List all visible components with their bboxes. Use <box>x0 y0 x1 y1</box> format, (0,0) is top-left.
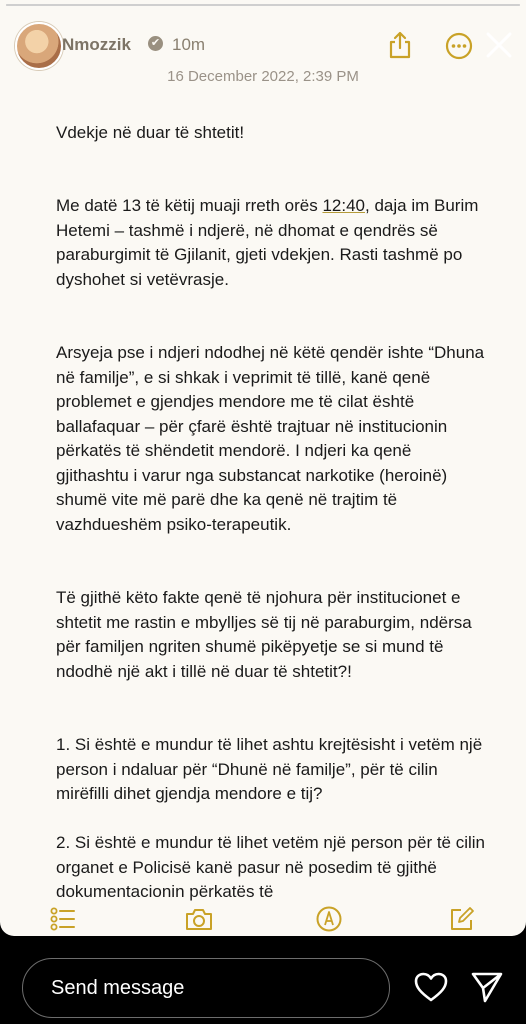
note-text: , daja im Burim Hetemi – tashmë i ndjerë, në dhomat e qendrës së paraburgimit të Gjilanit, gjeti vdekjen. Rasti tashmë po dyshohet si vetëvrasje. <box>56 196 479 289</box>
note-paragraph: Të gjithë këto fakte qenë të njohura për institucionet e shtetit me rastin e mbylljes së tij në paraburgim, ndërsa për familjen ngriten shumë pikëpyetje se si mund të ndodhë një akt i tillë në duar të shtetit?! <box>56 588 472 681</box>
note-body <box>56 96 488 904</box>
more-icon[interactable] <box>445 32 473 60</box>
story-progress-bar <box>6 4 520 6</box>
verified-badge-icon: ✔ <box>148 36 163 51</box>
avatar[interactable] <box>15 22 63 70</box>
markup-pen-icon[interactable] <box>316 906 342 932</box>
note-date: 16 December 2022, 2:39 PM <box>167 68 359 85</box>
story-progress-fill <box>6 4 520 6</box>
send-message-input[interactable] <box>22 958 390 1018</box>
note-question: 2. Si është e mundur të lihet vetëm një person për të cilin organet e Policisë kanë pasur në posedim të gjithë dokumentacionin përkatës të <box>56 833 486 901</box>
time-link[interactable]: 12:40 <box>322 196 366 215</box>
username[interactable]: Nmozzik <box>62 35 131 54</box>
heart-icon[interactable] <box>414 972 448 1002</box>
share-icon[interactable] <box>387 30 413 60</box>
compose-icon[interactable] <box>449 906 475 932</box>
checklist-icon[interactable] <box>50 906 76 932</box>
notes-toolbar <box>0 900 526 936</box>
post-time: 10m <box>172 35 206 54</box>
send-icon[interactable] <box>470 970 504 1004</box>
note-paragraph <box>56 194 488 292</box>
note-title: Vdekje në duar të shtetit! <box>56 122 245 142</box>
note-question: 1. Si është e mundur të lihet ashtu krejtësisht i vetëm një person i ndaluar për “Dhunë në familje”, për të cilin mirëfilli dihet gjendja mendore e tij? <box>56 735 483 803</box>
note-paragraph: Arsyeja pse i ndjeri ndodhej në këtë qendër ishte “Dhuna në familje”, e si shkak i veprimit të tillë, kanë qenë problemet e gjendjes mendore me të cilat është ballafaquar – për çfarë është trajtuar në institucionin përkatës të shëndetit mendorë. I ndjeri ka qenë gjithashtu i varur nga substancat narkotike (heroinë) shumë vite më parë dhe ka qenë në trajtim të vazhdueshëm psiko-terapeutik. <box>56 343 485 534</box>
camera-icon[interactable] <box>184 906 214 932</box>
story-header <box>0 14 526 74</box>
close-icon[interactable] <box>484 30 514 60</box>
note-text: Me datë 13 të këtij muaji rreth orës <box>56 196 323 215</box>
